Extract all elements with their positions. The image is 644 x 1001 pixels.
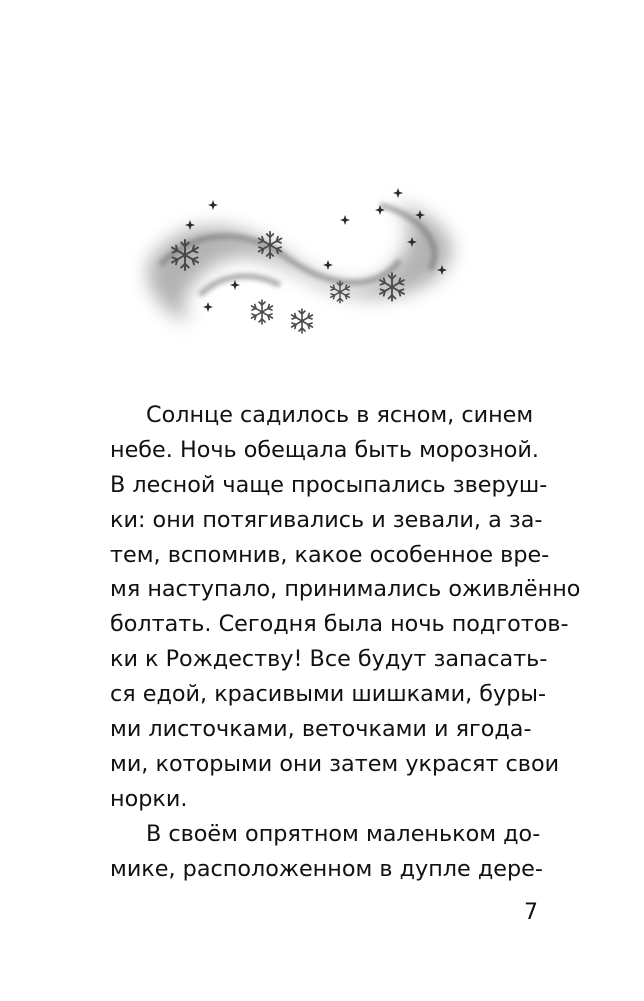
text-line: болтать. Сегодня была ночь подготов- — [110, 611, 569, 638]
page-number: 7 — [524, 900, 538, 925]
text-line: ся едой, красивыми шишками, буры- — [110, 681, 547, 708]
text-line: ки: они потягивались и зевали, а за- — [110, 506, 543, 533]
text-line: норки. — [110, 785, 188, 812]
text-line: небе. Ночь обещала быть морозной. — [110, 436, 540, 463]
text-line: В своём опрятном маленьком до- — [146, 820, 541, 847]
text-line: ки к Рождеству! Все будут запасать- — [110, 646, 548, 673]
story-text — [110, 398, 581, 886]
text-line: ми, которыми они затем украсят свои — [110, 750, 560, 777]
snowflake-swirl-image — [130, 175, 475, 355]
paragraph-1 — [110, 398, 581, 817]
snowflake-swirl-illustration — [130, 175, 475, 355]
text-line: мике, расположенном в дупле дере- — [110, 855, 543, 882]
paragraph-2 — [110, 817, 543, 887]
text-line: В лесной чаще просыпались зверуш- — [110, 471, 548, 498]
text-line: ми листочками, веточками и ягода- — [110, 716, 532, 743]
text-line: тем, вспомнив, какое особенное вре- — [110, 541, 550, 568]
text-line: мя наступало, принимались оживлённо — [110, 576, 581, 603]
text-line: Солнце садилось в ясном, синем — [146, 402, 534, 428]
